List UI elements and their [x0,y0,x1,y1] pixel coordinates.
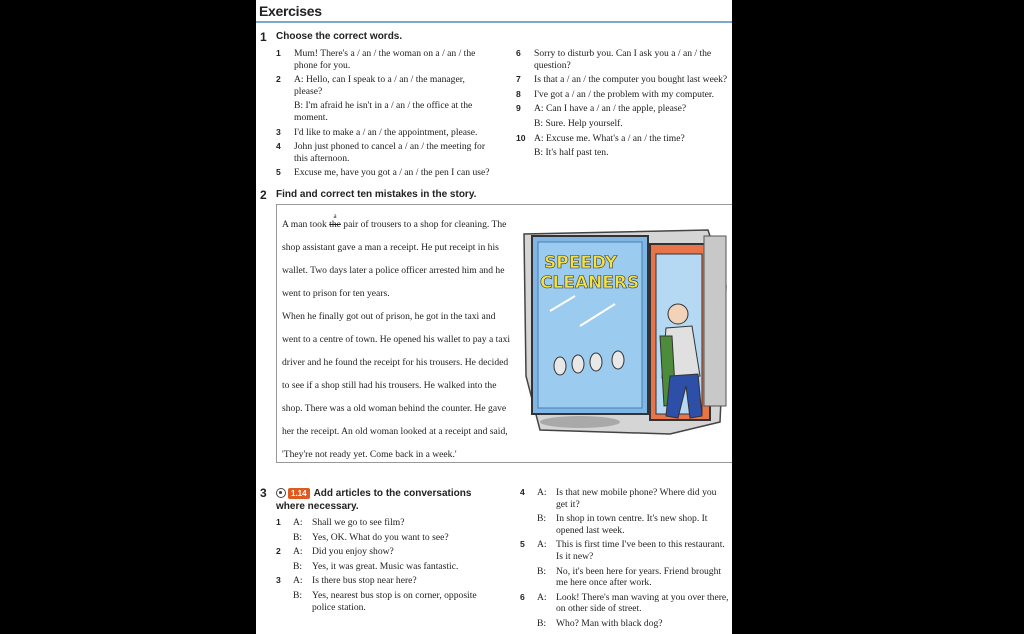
line-text: Look! There's man waving at you over there, on other side of street. [556,591,729,615]
speaker-label: A: [293,575,303,587]
exercise-2-number: 2 [260,188,267,202]
conversation-line [520,513,730,536]
item-text: John just phoned to cancel a / an / the meeting for this afternoon. [294,141,486,164]
story-paragraph-1 [282,213,514,305]
item-number: 1 [276,48,281,58]
item-number: 4 [276,141,281,152]
line-text: Yes, it was great. Music was fantastic. [312,560,459,572]
page-title: Exercises [259,3,322,19]
exercise-item [516,133,730,159]
line-text: Did you enjoy show? [312,546,394,558]
item-text: Excuse me, have you got a / an / the pen I can use? [294,167,490,179]
conversation-line [276,575,496,587]
line-text: In shop in town centre. It's new shop. It opened last week. [556,513,708,536]
conversation-line [520,618,730,630]
exercise-item [516,89,730,101]
exercise-3-title: Add articles to the conversations where necessary. [276,488,472,512]
exercise-item [276,167,494,179]
speaker-label: B: [537,513,547,525]
item-text: I've got a / an / the problem with my computer. [534,88,714,100]
conversation-line [520,487,730,510]
exercise-1-left-column [276,48,494,182]
line-text: Yes, nearest bus stop is on corner, opposite police station. [312,589,477,613]
item-text: B: Sure. Help yourself. [534,117,623,129]
item-text: I'd like to make a / an / the appointment, please. [294,126,478,138]
exercise-1-number: 1 [260,30,267,44]
story-start: A man took [282,219,330,230]
item-number: 9 [516,103,521,114]
story-paragraph-2: When he finally got out of prison, he got in the taxi and went to a centre of town. He opened his wallet to pay a taxi driver and he found the receipt for his trousers. He decided to see if a shop still had his trousers. He walked into the shop. There was a old woman behind the counter. He gave her the receipt. An old woman looked at a receipt and said, 'They're not ready yet. Come back in a week.' [282,311,511,460]
sign-line-2: CLEANERS [540,273,640,293]
correction-letter: a [333,212,337,220]
line-text: This is first time I've been to this restaurant. Is it new? [556,539,725,562]
speaker-label: A: [537,487,547,498]
line-text: Who? Man with black dog? [556,617,663,629]
correction-mark [329,213,341,236]
story-text [282,213,514,466]
conversation-line [276,517,496,529]
sign-line-1: SPEEDY [544,253,618,273]
exercise-3-right-column [520,487,730,633]
exercise-3-left-column [276,517,496,616]
item-number: 1 [276,517,281,527]
item-number: 8 [516,88,521,99]
exercise-item [516,74,730,86]
speaker-label: A: [293,517,303,528]
item-number: 2 [276,546,281,557]
track-number: 1.14 [288,488,310,499]
conversation-line [276,532,496,544]
line-text: Yes, OK. What do you want to see? [312,531,449,543]
item-text: Is that a / an / the computer you bought last week? [534,74,728,86]
conversation-line [276,561,496,573]
conversation-line [276,546,496,558]
speaker-label: B: [293,589,303,601]
item-number: 7 [516,74,521,85]
exercise-item [276,48,494,71]
speaker-label: B: [537,565,547,577]
exercise-item [516,48,730,71]
item-text: Mum! There's a / an / the woman on a / an / the phone for you. [294,48,476,71]
exercise-item [516,103,730,129]
conversation-line [520,592,730,615]
header-divider [256,21,732,23]
speaker-label: B: [537,617,547,629]
item-number: 3 [276,575,281,586]
story-rest: pair of trousers to a shop for cleaning. The shop assistant gave a man a receipt. He put receipt in his wallet. Two days later a police officer arrested him and he went to prison for ten years. [282,219,507,299]
item-number: 2 [276,74,281,85]
exercise-3-number: 3 [260,486,267,500]
speaker-label: A: [293,546,303,558]
struck-word: the [329,219,341,230]
exercise-item [276,74,494,123]
conversation-line [520,566,730,589]
item-number: 10 [516,132,526,143]
exercise-item [276,127,494,139]
speaker-label: B: [293,531,303,543]
exercise-1-right-column [516,48,730,162]
item-text: A: Can I have a / an / the apple, please? [534,103,687,115]
item-text: Sorry to disturb you. Can I ask you a / an / the question? [534,48,712,71]
line-text: Is there bus stop near here? [312,575,417,587]
item-text: A: Excuse me. What's a / an / the time? [534,132,685,144]
speaker-label: B: [293,560,303,572]
exercise-item [276,141,494,164]
cd-icon [276,488,286,498]
item-number: 4 [520,487,525,497]
line-text: Shall we go to see film? [312,517,405,528]
speaker-label: A: [537,591,547,603]
item-number: 5 [276,167,281,178]
item-number: 3 [276,126,281,137]
item-number: 6 [520,591,525,602]
item-text: B: It's half past ten. [534,147,609,159]
audio-track-badge[interactable] [276,488,310,499]
line-text: No, it's been here for years. Friend brought me here once after work. [556,565,722,589]
exercise-page [256,0,732,634]
conversation-line [276,590,496,613]
item-number: 5 [520,539,525,550]
dry-cleaners-cartoon [520,226,730,438]
exercise-3-title-block [276,487,496,513]
exercise-1-title: Choose the correct words. [276,31,403,42]
exercise-2-title: Find and correct ten mistakes in the story. [276,189,477,200]
conversation-line [520,539,730,562]
item-text: A: Hello, can I speak to a / an / the manager, please? [294,74,465,97]
line-text: Is that new mobile phone? Where did you get it? [556,487,717,510]
item-text: B: I'm afraid he isn't in a / an / the office at the moment. [294,100,473,123]
item-number: 6 [516,48,521,58]
speaker-label: A: [537,539,547,551]
